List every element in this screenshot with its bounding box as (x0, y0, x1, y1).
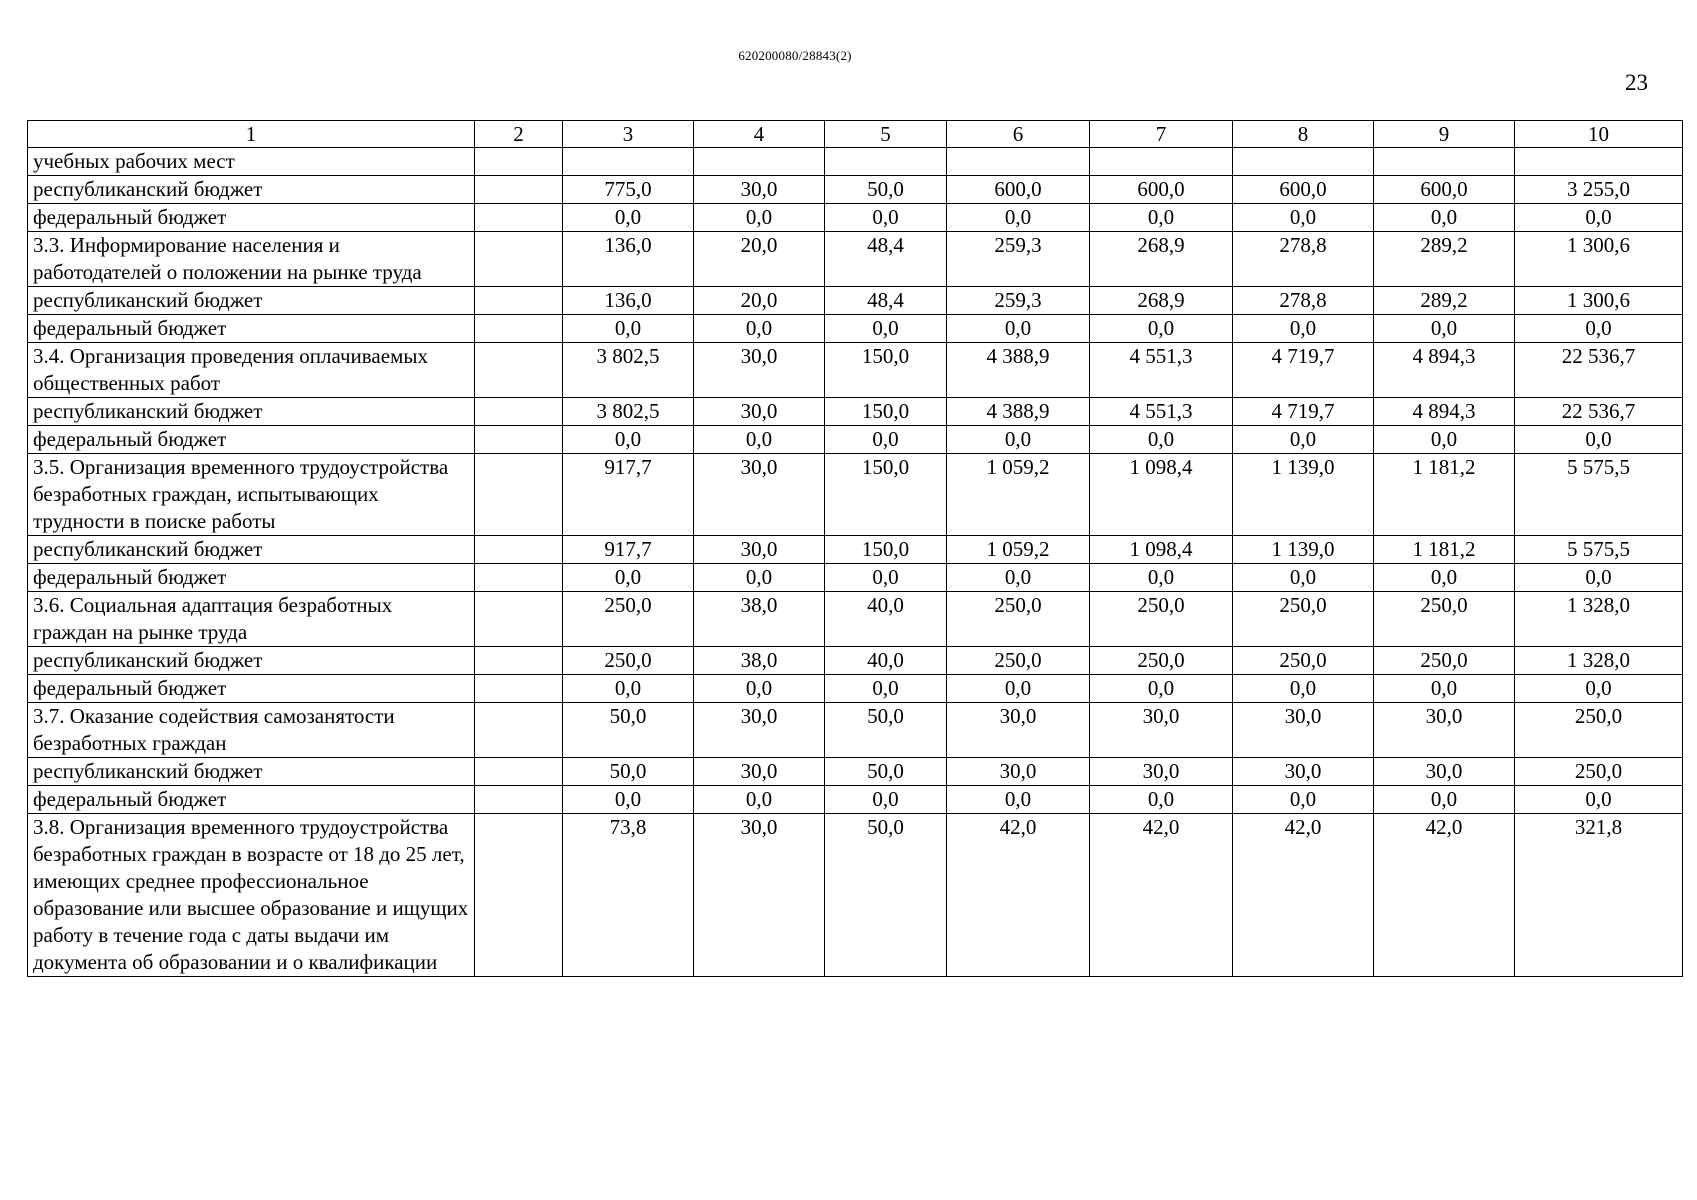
value-cell: 1 098,4 (1090, 454, 1233, 536)
value-cell: 250,0 (1233, 592, 1374, 647)
table-row (28, 786, 1683, 814)
value-cell: 0,0 (1090, 564, 1233, 592)
value-cell: 0,0 (1515, 786, 1683, 814)
value-cell: 268,9 (1090, 287, 1233, 315)
value-cell: 73,8 (563, 814, 694, 977)
row-label: федеральный бюджет (28, 786, 475, 814)
value-cell: 1 181,2 (1374, 454, 1515, 536)
row-label: республиканский бюджет (28, 176, 475, 204)
column-2-cell (475, 592, 563, 647)
value-cell (825, 148, 947, 176)
value-cell: 3 802,5 (563, 398, 694, 426)
value-cell: 0,0 (1515, 204, 1683, 232)
table-row (28, 232, 1683, 287)
value-cell: 50,0 (825, 814, 947, 977)
column-2-cell (475, 703, 563, 758)
value-cell: 0,0 (1374, 675, 1515, 703)
value-cell: 0,0 (947, 564, 1090, 592)
column-2-cell (475, 426, 563, 454)
value-cell: 4 894,3 (1374, 343, 1515, 398)
value-cell: 30,0 (1233, 703, 1374, 758)
value-cell (694, 148, 825, 176)
value-cell: 42,0 (1233, 814, 1374, 977)
value-cell: 0,0 (1090, 426, 1233, 454)
value-cell: 30,0 (694, 758, 825, 786)
table-row (28, 536, 1683, 564)
value-cell: 1 328,0 (1515, 647, 1683, 675)
value-cell: 1 098,4 (1090, 536, 1233, 564)
column-2-cell (475, 758, 563, 786)
value-cell: 136,0 (563, 287, 694, 315)
value-cell: 50,0 (563, 758, 694, 786)
row-label: федеральный бюджет (28, 204, 475, 232)
value-cell: 0,0 (1515, 564, 1683, 592)
value-cell: 4 551,3 (1090, 398, 1233, 426)
value-cell: 0,0 (1515, 426, 1683, 454)
value-cell: 0,0 (1515, 675, 1683, 703)
column-header: 8 (1233, 121, 1374, 148)
value-cell: 1 059,2 (947, 454, 1090, 536)
row-label: федеральный бюджет (28, 675, 475, 703)
row-label: федеральный бюджет (28, 426, 475, 454)
value-cell: 0,0 (694, 204, 825, 232)
value-cell: 40,0 (825, 647, 947, 675)
value-cell: 0,0 (694, 426, 825, 454)
value-cell: 0,0 (947, 204, 1090, 232)
table-row (28, 176, 1683, 204)
value-cell (1090, 148, 1233, 176)
column-header: 3 (563, 121, 694, 148)
value-cell: 30,0 (694, 814, 825, 977)
column-header: 5 (825, 121, 947, 148)
row-label: 3.8. Организация временного трудоустройства безработных граждан в возрасте от 18 до 25 лет, имеющих среднее профессиональное образование или высшее образование и ищущих работу в течение года с даты выдачи им документа об образовании и о квалификации (28, 814, 475, 977)
value-cell: 259,3 (947, 232, 1090, 287)
value-cell: 0,0 (1233, 426, 1374, 454)
budget-table (27, 120, 1683, 977)
value-cell (1515, 148, 1683, 176)
value-cell: 30,0 (1090, 703, 1233, 758)
table-row (28, 647, 1683, 675)
table-row (28, 814, 1683, 977)
row-label: республиканский бюджет (28, 287, 475, 315)
table-row (28, 204, 1683, 232)
row-label: 3.3. Информирование населения и работодателей о положении на рынке труда (28, 232, 475, 287)
value-cell: 278,8 (1233, 232, 1374, 287)
value-cell: 50,0 (563, 703, 694, 758)
value-cell: 0,0 (825, 426, 947, 454)
value-cell: 917,7 (563, 536, 694, 564)
value-cell: 22 536,7 (1515, 398, 1683, 426)
column-header: 6 (947, 121, 1090, 148)
value-cell: 775,0 (563, 176, 694, 204)
column-header: 9 (1374, 121, 1515, 148)
value-cell: 0,0 (1090, 786, 1233, 814)
value-cell: 4 388,9 (947, 398, 1090, 426)
value-cell: 1 328,0 (1515, 592, 1683, 647)
value-cell: 250,0 (947, 592, 1090, 647)
value-cell: 38,0 (694, 647, 825, 675)
table-row (28, 758, 1683, 786)
row-label: 3.6. Социальная адаптация безработных граждан на рынке труда (28, 592, 475, 647)
value-cell: 4 719,7 (1233, 343, 1374, 398)
value-cell: 0,0 (1374, 315, 1515, 343)
column-2-cell (475, 176, 563, 204)
value-cell: 0,0 (1090, 204, 1233, 232)
table-row (28, 564, 1683, 592)
value-cell: 4 894,3 (1374, 398, 1515, 426)
value-cell: 20,0 (694, 287, 825, 315)
value-cell: 150,0 (825, 343, 947, 398)
row-label: учебных рабочих мест (28, 148, 475, 176)
row-label: республиканский бюджет (28, 536, 475, 564)
value-cell: 30,0 (694, 176, 825, 204)
value-cell: 0,0 (563, 786, 694, 814)
value-cell: 250,0 (1374, 647, 1515, 675)
value-cell: 22 536,7 (1515, 343, 1683, 398)
value-cell: 150,0 (825, 536, 947, 564)
table-row (28, 287, 1683, 315)
value-cell: 250,0 (1233, 647, 1374, 675)
value-cell: 321,8 (1515, 814, 1683, 977)
value-cell: 0,0 (694, 786, 825, 814)
document-id: 620200080/28843(2) (738, 48, 852, 63)
value-cell: 30,0 (694, 703, 825, 758)
value-cell: 289,2 (1374, 232, 1515, 287)
value-cell: 136,0 (563, 232, 694, 287)
value-cell: 600,0 (1090, 176, 1233, 204)
value-cell: 250,0 (1515, 703, 1683, 758)
table-row (28, 675, 1683, 703)
row-label: республиканский бюджет (28, 758, 475, 786)
value-cell: 40,0 (825, 592, 947, 647)
row-label: 3.5. Организация временного трудоустройства безработных граждан, испытывающих трудности в поиске работы (28, 454, 475, 536)
value-cell: 917,7 (563, 454, 694, 536)
table-row (28, 426, 1683, 454)
column-2-cell (475, 287, 563, 315)
column-2-cell (475, 148, 563, 176)
value-cell: 259,3 (947, 287, 1090, 315)
value-cell: 1 139,0 (1233, 536, 1374, 564)
value-cell: 4 719,7 (1233, 398, 1374, 426)
value-cell: 0,0 (1515, 315, 1683, 343)
value-cell: 0,0 (1233, 204, 1374, 232)
value-cell: 0,0 (825, 315, 947, 343)
value-cell: 30,0 (694, 398, 825, 426)
value-cell: 1 300,6 (1515, 232, 1683, 287)
value-cell: 1 139,0 (1233, 454, 1374, 536)
table-row (28, 398, 1683, 426)
value-cell: 42,0 (947, 814, 1090, 977)
value-cell: 0,0 (1233, 315, 1374, 343)
column-2-cell (475, 675, 563, 703)
column-2-cell (475, 232, 563, 287)
value-cell: 0,0 (825, 204, 947, 232)
value-cell: 42,0 (1374, 814, 1515, 977)
column-2-cell (475, 647, 563, 675)
value-cell (1374, 148, 1515, 176)
value-cell: 50,0 (825, 703, 947, 758)
value-cell: 0,0 (1374, 786, 1515, 814)
value-cell: 0,0 (947, 315, 1090, 343)
value-cell: 4 551,3 (1090, 343, 1233, 398)
column-header: 2 (475, 121, 563, 148)
column-2-cell (475, 454, 563, 536)
value-cell: 0,0 (947, 675, 1090, 703)
value-cell: 600,0 (1374, 176, 1515, 204)
table-row (28, 592, 1683, 647)
value-cell: 250,0 (1090, 647, 1233, 675)
table-row (28, 148, 1683, 176)
value-cell (1233, 148, 1374, 176)
value-cell: 0,0 (694, 564, 825, 592)
value-cell: 0,0 (563, 564, 694, 592)
value-cell: 0,0 (1090, 675, 1233, 703)
column-2-cell (475, 536, 563, 564)
value-cell: 3 802,5 (563, 343, 694, 398)
row-label: федеральный бюджет (28, 564, 475, 592)
value-cell: 4 388,9 (947, 343, 1090, 398)
value-cell: 278,8 (1233, 287, 1374, 315)
value-cell: 0,0 (1233, 564, 1374, 592)
value-cell: 5 575,5 (1515, 536, 1683, 564)
value-cell: 0,0 (947, 786, 1090, 814)
value-cell: 50,0 (825, 176, 947, 204)
column-2-cell (475, 398, 563, 426)
value-cell: 30,0 (694, 536, 825, 564)
value-cell: 250,0 (563, 592, 694, 647)
page-number: 23 (1625, 70, 1648, 95)
value-cell: 0,0 (694, 675, 825, 703)
value-cell: 0,0 (563, 315, 694, 343)
value-cell: 30,0 (1374, 758, 1515, 786)
column-2-cell (475, 343, 563, 398)
column-2-cell (475, 786, 563, 814)
value-cell: 1 300,6 (1515, 287, 1683, 315)
column-2-cell (475, 814, 563, 977)
value-cell: 0,0 (1090, 315, 1233, 343)
value-cell: 0,0 (1374, 564, 1515, 592)
value-cell: 250,0 (947, 647, 1090, 675)
value-cell: 48,4 (825, 232, 947, 287)
table-row (28, 454, 1683, 536)
value-cell: 250,0 (563, 647, 694, 675)
value-cell: 42,0 (1090, 814, 1233, 977)
value-cell: 0,0 (1233, 786, 1374, 814)
value-cell: 150,0 (825, 398, 947, 426)
value-cell: 600,0 (1233, 176, 1374, 204)
table-row (28, 703, 1683, 758)
value-cell: 0,0 (825, 564, 947, 592)
value-cell: 0,0 (1374, 426, 1515, 454)
value-cell: 30,0 (1374, 703, 1515, 758)
column-header: 4 (694, 121, 825, 148)
row-label: республиканский бюджет (28, 647, 475, 675)
value-cell: 30,0 (694, 343, 825, 398)
column-header: 10 (1515, 121, 1683, 148)
value-cell: 30,0 (1233, 758, 1374, 786)
value-cell: 0,0 (694, 315, 825, 343)
value-cell: 1 059,2 (947, 536, 1090, 564)
value-cell: 250,0 (1515, 758, 1683, 786)
value-cell: 50,0 (825, 758, 947, 786)
value-cell: 250,0 (1374, 592, 1515, 647)
value-cell: 1 181,2 (1374, 536, 1515, 564)
value-cell: 30,0 (694, 454, 825, 536)
value-cell: 5 575,5 (1515, 454, 1683, 536)
value-cell: 30,0 (947, 703, 1090, 758)
value-cell: 48,4 (825, 287, 947, 315)
value-cell: 30,0 (1090, 758, 1233, 786)
value-cell: 600,0 (947, 176, 1090, 204)
table-row (28, 315, 1683, 343)
value-cell: 0,0 (947, 426, 1090, 454)
value-cell (947, 148, 1090, 176)
column-header: 7 (1090, 121, 1233, 148)
column-header: 1 (28, 121, 475, 148)
row-label: федеральный бюджет (28, 315, 475, 343)
column-2-cell (475, 204, 563, 232)
value-cell: 20,0 (694, 232, 825, 287)
table-row (28, 343, 1683, 398)
row-label: республиканский бюджет (28, 398, 475, 426)
row-label: 3.7. Оказание содействия самозанятости безработных граждан (28, 703, 475, 758)
value-cell: 38,0 (694, 592, 825, 647)
value-cell: 0,0 (563, 204, 694, 232)
column-number-row (28, 121, 1683, 148)
value-cell: 0,0 (1374, 204, 1515, 232)
value-cell: 3 255,0 (1515, 176, 1683, 204)
column-2-cell (475, 315, 563, 343)
value-cell: 250,0 (1090, 592, 1233, 647)
value-cell: 289,2 (1374, 287, 1515, 315)
value-cell: 268,9 (1090, 232, 1233, 287)
value-cell: 0,0 (563, 675, 694, 703)
value-cell: 150,0 (825, 454, 947, 536)
value-cell: 0,0 (825, 675, 947, 703)
value-cell: 30,0 (947, 758, 1090, 786)
value-cell: 0,0 (563, 426, 694, 454)
value-cell: 0,0 (1233, 675, 1374, 703)
value-cell: 0,0 (825, 786, 947, 814)
row-label: 3.4. Организация проведения оплачиваемых общественных работ (28, 343, 475, 398)
column-2-cell (475, 564, 563, 592)
value-cell (563, 148, 694, 176)
